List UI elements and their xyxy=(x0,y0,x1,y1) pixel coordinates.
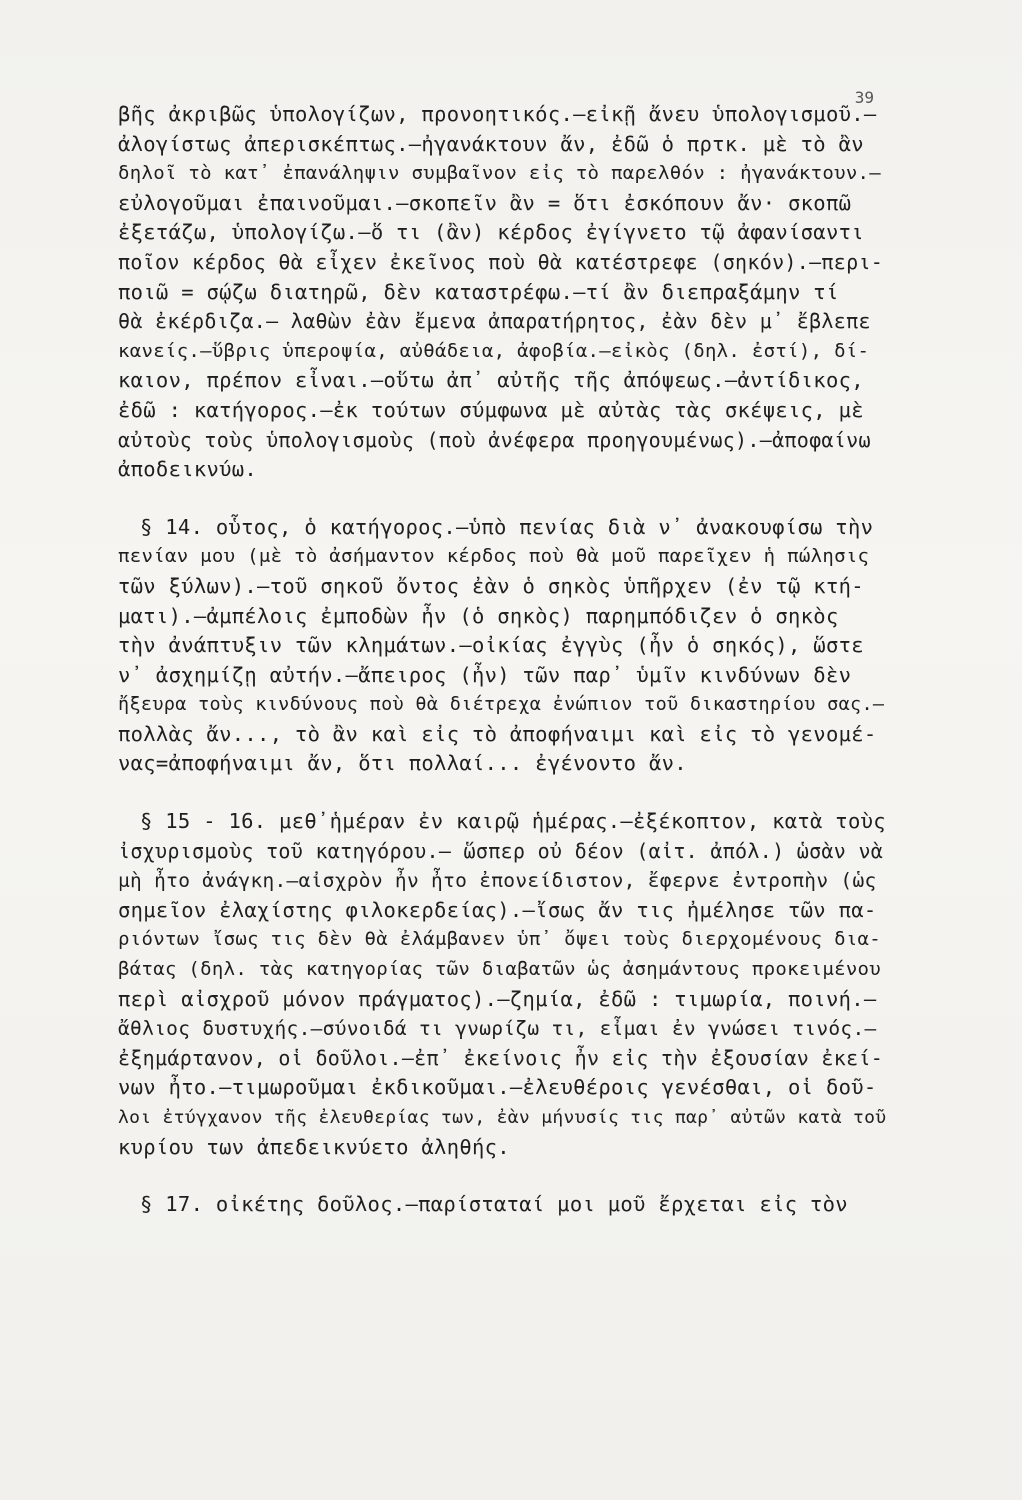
text-line: νας=ἀποφήναιμι ἄν, ὅτι πολλαί... ἐγένοντο ἄν. xyxy=(118,751,687,776)
text-line: ἤξευρα τοὺς κινδύνους ποὺ θὰ διέτρεχα ἐνώπιον τοῦ δικαστηρίου σας.— xyxy=(118,694,885,716)
text-line: λοι ἐτύγχανον τῆς ἐλευθερίας των, ἐὰν μήνυσίς τις παρ᾽ αὐτῶν κατὰ τοῦ xyxy=(118,1107,887,1128)
text-line: ποῖον κέρδος θὰ εἶχεν ἐκεῖνος ποὺ θὰ κατέστρεφε (σηκόν).—περι- xyxy=(118,249,884,274)
text-line: περὶ αἰσχροῦ μόνον πράγματος).—ζημία, ἐδῶ : τιμωρία, ποινή.— xyxy=(118,986,877,1011)
text-line: θὰ ἐκέρδιζα.— λαθὼν ἐὰν ἔμενα ἀπαρατήρητος, ἐὰν δὲν μ᾽ ἔβλεπε xyxy=(118,309,871,334)
text-line: κυρίου των ἀπεδεικνύετο ἀληθής. xyxy=(118,1134,510,1159)
text-line: καιον, πρέπον εἶναι.—οὕτω ἀπ᾽ αὐτῆς τῆς ἀπόψεως.—ἀντίδικος, xyxy=(118,368,864,393)
text-line: ἐδῶ : κατήγορος.—ἐκ τούτων σύμφωνα μὲ αὐτὰς τὰς σκέψεις, μὲ xyxy=(118,397,864,422)
text-line: πενίαν μου (μὲ τὸ ἀσήμαντον κέρδος ποὺ θὰ μοῦ παρεῖχεν ἡ πώλησις xyxy=(118,545,870,568)
text-line: βάτας (δηλ. τὰς κατηγορίας τῶν διαβατῶν ὡς ἀσημάντους προκειμένου xyxy=(118,958,882,981)
section-14-line: § 14. οὗτος, ὁ κατήγορος.—ὑπὸ πενίας διὰ ν᾽ ἀνακουφίσω τὴν xyxy=(140,514,874,539)
text-line: βῆς ἀκριβῶς ὑπολογίζων, προνοητικός.—εἰκῇ ἄνευ ὑπολογισμοῦ.— xyxy=(118,102,877,126)
section-17-line: § 17. οἰκέτης δοῦλος.—παρίσταταί μοι μοῦ ἔρχεται εἰς τὸν xyxy=(140,1192,848,1217)
text-line: ποιῶ = σῴζω διατηρῶ, δὲν καταστρέφω.—τί ἂν διεπραξάμην τί xyxy=(118,279,839,304)
text-line: κανείς.—ὕβρις ὑπεροψία, αὐθάδεια, ἀφοβία.—εἰκὸς (δηλ. ἐστί), δί- xyxy=(118,339,870,362)
commentary-text xyxy=(118,100,888,1220)
text-line: ἀποδεικνύω. xyxy=(118,457,258,482)
section-15-16-line: § 15 - 16. μεθ᾽ἡμέραν ἐν καιρῷ ἡμέρας.—ἐξέκοπτον, κατὰ τοὺς xyxy=(140,809,886,834)
text-line: ἀλογίστως ἀπερισκέπτως.—ἠγανάκτουν ἄν, ἐδῶ ὁ πρτκ. μὲ τὸ ἂν xyxy=(118,131,864,156)
text-line: ματι).—ἀμπέλοις ἐμποδὼν ἦν (ὁ σηκὸς) παρημπόδιζεν ὁ σηκὸς xyxy=(118,603,839,628)
text-line: μὴ ἦτο ἀνάγκη.—αἰσχρὸν ἦν ἦτο ἐπονείδιστον, ἔφερνε ἐντροπὴν (ὡς xyxy=(118,869,877,893)
text-line: ἄθλιος δυστυχής.—σύνοιδά τι γνωρίζω τι, εἶμαι ἐν γνώσει τινός.— xyxy=(118,1017,877,1041)
text-line: εὐλογοῦμαι ἐπαινοῦμαι.—σκοπεῖν ἂν = ὅτι ἐσκόπουν ἄν· σκοπῶ xyxy=(118,190,852,215)
text-line: σημεῖον ἐλαχίστης φιλοκερδείας).—ἴσως ἄν τις ἠμέλησε τῶν πα- xyxy=(118,897,877,922)
page-number: 39 xyxy=(854,88,874,107)
text-line: αὐτοὺς τοὺς ὑπολογισμοὺς (ποὺ ἀνέφερα προηγουμένως).—ἀποφαίνω xyxy=(118,427,871,452)
text-line: δηλοῖ τὸ κατ᾽ ἐπανάληψιν συμβαῖνον εἰς τὸ παρελθόν : ἠγανάκτουν.— xyxy=(118,162,882,185)
text-line: ἐξημάρτανον, οἱ δοῦλοι.—ἐπ᾽ ἐκείνοις ἦν εἰς τὴν ἐξουσίαν ἐκεί- xyxy=(118,1045,884,1070)
text-line: πολλὰς ἄν..., τὸ ἂν καὶ εἰς τὸ ἀποφήναιμι καὶ εἰς τὸ γενομέ- xyxy=(118,721,877,746)
text-line: ἰσχυρισμοὺς τοῦ κατηγόρου.— ὥσπερ οὐ δέον (αἰτ. ἀπόλ.) ὡσὰν νὰ xyxy=(118,838,884,863)
text-line: τὴν ἀνάπτυξιν τῶν κλημάτων.—οἰκίας ἐγγὺς (ἦν ὁ σηκός), ὥστε xyxy=(118,633,864,658)
text-line: τῶν ξύλων).—τοῦ σηκοῦ ὄντος ἐὰν ὁ σηκὸς ὑπῆρχεν (ἐν τῷ κτή- xyxy=(118,573,864,598)
text-line: ριόντων ἴσως τις δὲν θὰ ἐλάμβανεν ὑπ᾽ ὄψει τοὺς διερχομένους δια- xyxy=(118,928,882,951)
text-line: ν᾽ ἀσχημίζῃ αὐτήν.—ἄπειρος (ἦν) τῶν παρ᾽ ὑμῖν κινδύνων δὲν xyxy=(118,662,852,687)
text-line: ἐξετάζω, ὑπολογίζω.—ὅ τι (ἂν) κέρδος ἐγίγνετο τῷ ἀφανίσαντι xyxy=(118,220,864,245)
text-line: νων ἦτο.—τιμωροῦμαι ἐκδικοῦμαι.—ἐλευθέροις γενέσθαι, οἱ δοῦ- xyxy=(118,1075,877,1100)
